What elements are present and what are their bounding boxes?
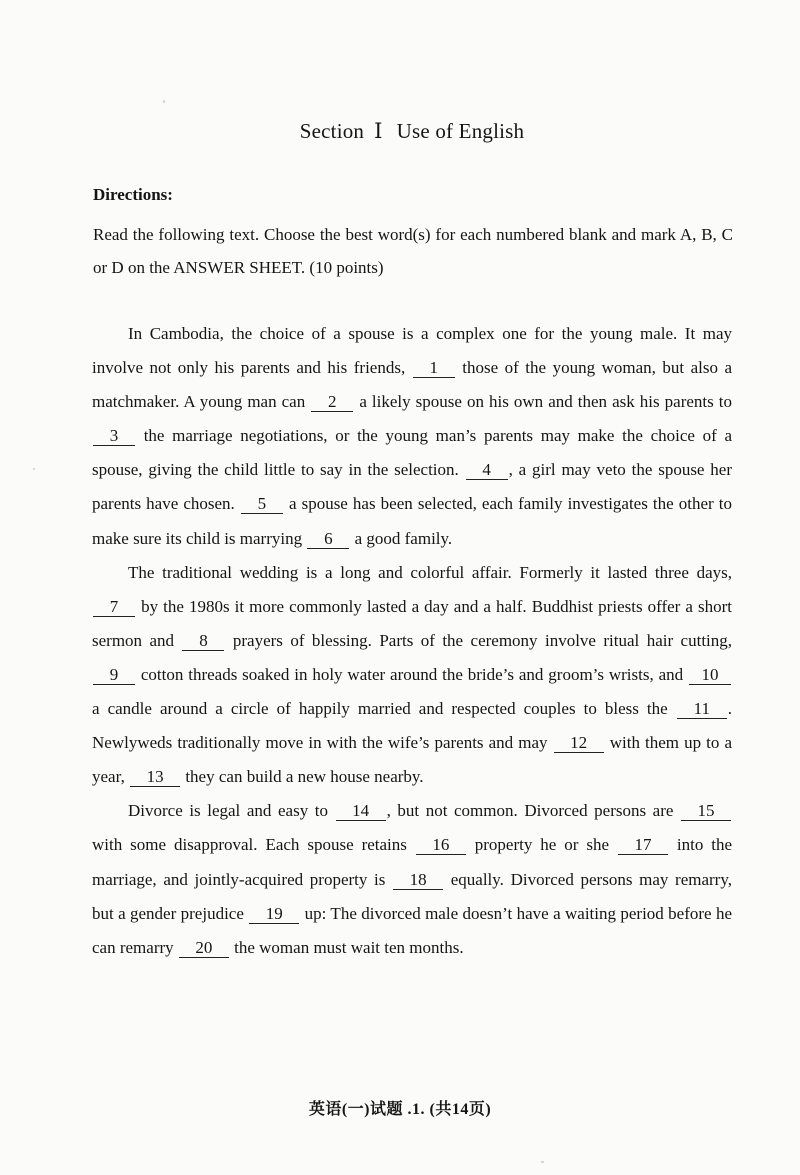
blank-17: 17 — [618, 836, 668, 855]
blank-19: 19 — [249, 905, 299, 924]
passage-text: a candle around a circle of happily married and respected couples to bless the — [92, 699, 668, 719]
blank-13: 13 — [130, 768, 180, 787]
passage-text: a good family. — [354, 528, 453, 548]
passage-text: those of the young woman, but also a matchmaker. A young man can — [92, 358, 733, 412]
blank-16: 16 — [416, 836, 466, 855]
passage-text: cotton threads soaked in holy water around the bride’s and groom’s wrists, and — [140, 664, 684, 684]
passage-text: equally. Divorced persons may remarry, but a gender prejudice — [92, 869, 732, 923]
blank-15: 15 — [681, 802, 731, 821]
passage-text: property he or she — [474, 835, 610, 855]
passage-text: prayers of blessing. Parts of the ceremony involve ritual hair cutting, — [232, 630, 733, 650]
blank-12: 12 — [554, 734, 604, 753]
passage-text: . Newlyweds traditionally move in with the wife’s parents and may — [92, 699, 733, 753]
section-title — [0, 119, 800, 144]
blank-2: 2 — [311, 393, 353, 412]
blank-20: 20 — [179, 939, 229, 958]
passage-text: the woman must wait ten months. — [234, 937, 464, 957]
passage-text: by the 1980s it more commonly lasted a day and a half. Buddhist priests offer a short sermon and — [92, 596, 733, 650]
blank-3: 3 — [93, 427, 135, 446]
passage-text: a likely spouse on his own and then ask his parents to — [359, 392, 733, 412]
scan-speck — [541, 1161, 544, 1163]
blank-10: 10 — [689, 666, 731, 685]
blank-6: 6 — [307, 530, 349, 549]
blank-11: 11 — [677, 700, 727, 719]
passage-text: with some disapproval. Each spouse retains — [92, 835, 407, 855]
section-numeral: Ⅰ — [374, 119, 383, 143]
passage-text: The traditional wedding is a long and colorful affair. Formerly it lasted three days, — [128, 562, 732, 582]
paragraph-3 — [92, 794, 732, 964]
passage-text: a spouse has been selected, each family investigates the other to make sure its child is marrying — [92, 494, 732, 548]
directions-text: Read the following text. Choose the best word(s) for each numbered blank and mark A, B, C or D on the ANSWER SHEET. (10 points) — [93, 225, 733, 277]
passage-text: , a girl may veto the spouse her parents have chosen. — [92, 460, 733, 514]
blank-7: 7 — [93, 598, 135, 617]
page-footer: 英语(一)试题 .1. (共14页) — [308, 1101, 492, 1118]
passage-text: up: The divorced male doesn’t have a waiting period before he can remarry — [92, 903, 732, 957]
passage-text: into the marriage, and jointly-acquired property is — [92, 835, 733, 889]
blank-8: 8 — [182, 632, 224, 651]
scan-speck — [163, 100, 165, 103]
passage-text: with them up to a year, — [92, 733, 733, 787]
scan-speck — [33, 468, 35, 470]
blank-5: 5 — [241, 495, 283, 514]
blank-14: 14 — [336, 802, 386, 821]
passage-text: , but not common. Divorced persons are — [386, 801, 674, 821]
section-name: Use of English — [396, 119, 525, 143]
passage-text: they can build a new house nearby. — [185, 767, 424, 787]
cloze-passage — [92, 317, 732, 965]
paragraph-1 — [92, 317, 732, 556]
passage-text: Divorce is legal and easy to — [128, 801, 328, 821]
blank-1: 1 — [413, 359, 455, 378]
section-label: Section — [299, 119, 365, 143]
passage-text: In Cambodia, the choice of a spouse is a complex one for the young male. It may involve not only his parents and his friends, — [92, 324, 732, 378]
directions-heading: Directions: — [93, 185, 173, 204]
blank-18: 18 — [393, 871, 443, 890]
blank-4: 4 — [466, 461, 508, 480]
passage-text: the marriage negotiations, or the young man’s parents may make the choice of a spouse, giving the child little to say in the selection. — [92, 426, 733, 480]
paragraph-2 — [92, 556, 732, 795]
blank-9: 9 — [93, 666, 135, 685]
